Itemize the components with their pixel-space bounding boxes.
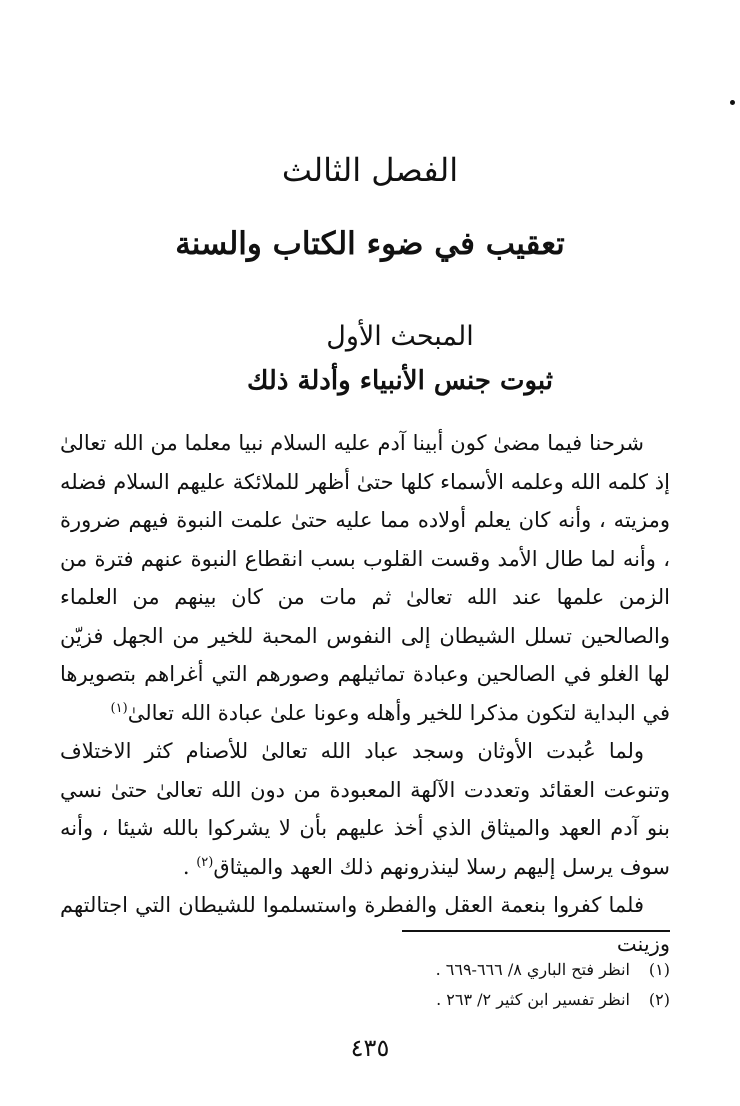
footnote-item — [260, 985, 670, 1015]
body-text — [60, 424, 670, 963]
page-number: ٤٣٥ — [350, 1034, 390, 1062]
chapter-heading: الفصل الثالث — [281, 151, 459, 189]
paragraph-text: فلما كفروا بنعمة العقل والفطرة واستسلموا للشيطان التي اجتالتهم وزينت — [60, 893, 670, 956]
footnote-divider — [402, 930, 670, 932]
margin-dot — [730, 100, 735, 105]
paragraph-text: ولما عُبدت الأوثان وسجد عباد الله تعالىٰ للأصنام كثر الاختلاف وتنوعت العقائد وتعددت الآلهة المعبودة من دون الله تعالىٰ حتىٰ نسي بنو آدم العهد والميثاق الذي أخذ عليهم بأن لا يشركوا بالله شيئا ، وأنه سوف يرسل إليهم رسلا لينذرونهم ذلك العهد والميثاق — [60, 739, 670, 879]
footnote-text: انظر فتح الباري ٨/ ٦٦٦-٦٦٩ . — [435, 960, 630, 979]
footnote-number: (٢) — [648, 990, 670, 1009]
footnote-text: انظر تفسير ابن كثير ٢/ ٢٦٣ . — [436, 990, 630, 1009]
paragraph-tail: . — [182, 854, 197, 879]
paragraph — [60, 424, 670, 732]
chapter-subtitle: تعقيب في ضوء الكتاب والسنة — [175, 226, 565, 262]
footnote-number: (١) — [648, 960, 670, 979]
footnote-ref: (٢) — [196, 854, 214, 870]
section-heading: المبحث الأول — [326, 321, 474, 352]
section-title: ثبوت جنس الأنبياء وأدلة ذلك — [246, 366, 554, 396]
paragraph — [60, 732, 670, 886]
paragraph — [60, 886, 670, 963]
paragraph-text: شرحنا فيما مضىٰ كون أبينا آدم عليه السلام نبيا معلما من الله تعالىٰ إذ كلمه الله وعلمه الأسماء كلها حتىٰ أظهر للملائكة عليهم السلام فضله ومزيته ، وأنه كان يعلم أولاده مما عليه حتىٰ علمت النبوة فيهم ضرورة ، وأنه لما طال الأمد وقست القلوب بسب انقطاع النبوة عنهم فترة من الزمن علمها عند الله تعالىٰ ثم مات من كان بينهم من العلماء والصالحين تسلل الشيطان إلى النفوس المحبة للخير من الجهل فزيّن لها الغلو في الصالحين وعبادة تماثيلهم وصورهم التي أغراهم بتصويرها في البداية لتكون مذكرا للخير وأهله وعونا علىٰ عبادة الله تعالىٰ — [60, 431, 671, 725]
footnotes — [260, 955, 670, 1015]
footnote-item — [260, 955, 670, 985]
footnote-ref: (١) — [110, 700, 128, 716]
